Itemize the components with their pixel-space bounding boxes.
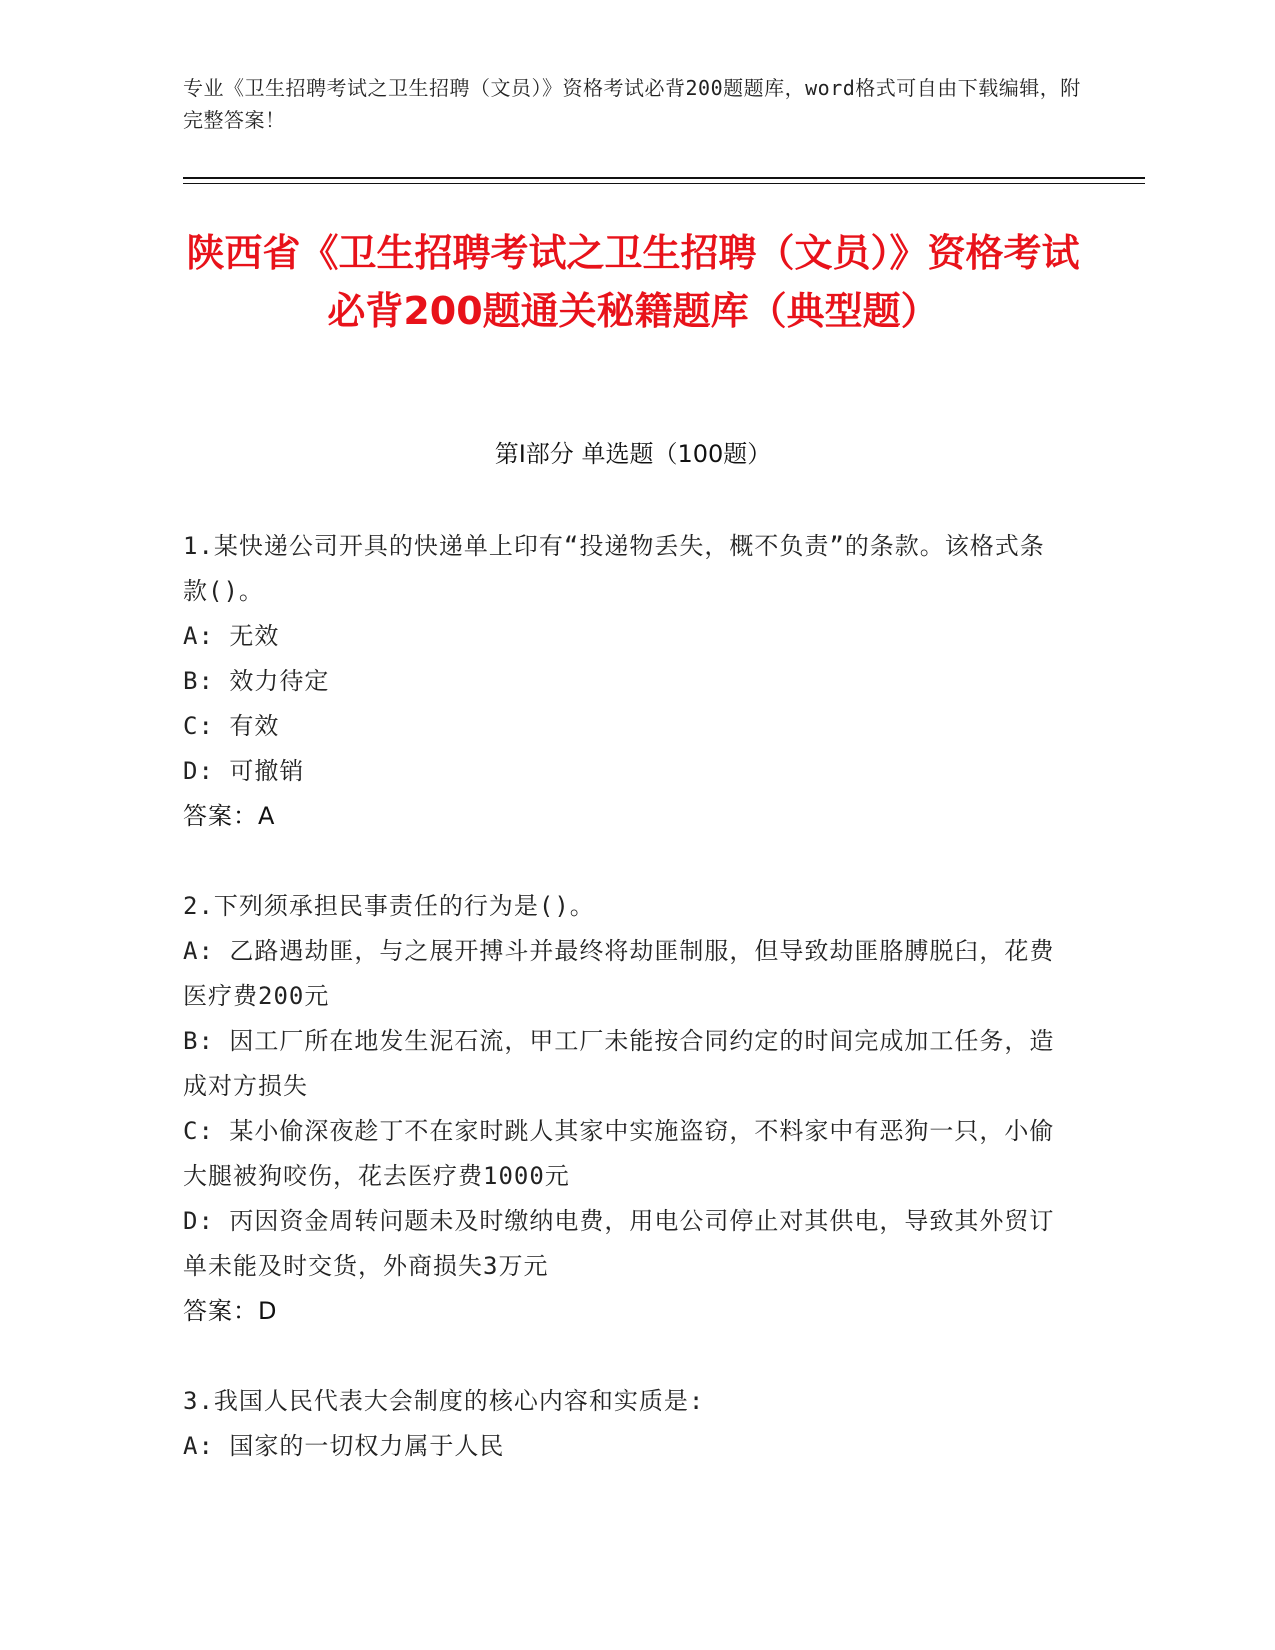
option-a: A: 无效 [183,622,280,650]
answer: 答案：D [183,1297,278,1325]
option-c: C: 某小偷深夜趁丁不在家时跳人其家中实施盗窃，不料家中有恶狗一只，小偷大腿被狗咬伤，花去医疗费1000元 [183,1117,1055,1190]
question-text: 1.某快递公司开具的快递单上印有“投递物丢失，概不负责”的条款。该格式条款()。 [183,532,1045,605]
section-heading: 第Ⅰ部分 单选题（100题） [494,440,772,468]
header-divider [183,177,1145,179]
question-text: 3.我国人民代表大会制度的核心内容和实质是: [183,1387,705,1415]
question-3 [183,1379,1063,1469]
option-d: D: 可撤销 [183,757,305,785]
document-title: 陕西省《卫生招聘考试之卫生招聘（文员）》资格考试必背200题通关秘籍题库（典型题） [186,231,1080,333]
answer: 答案：A [183,802,276,830]
option-c: C: 有效 [183,712,280,740]
question-1 [183,524,1063,839]
question-2 [183,884,1063,1334]
option-d: D: 丙因资金周转问题未及时缴纳电费，用电公司停止对其供电，导致其外贸订单未能及时交货，外商损失3万元 [183,1207,1055,1280]
question-text: 2.下列须承担民事责任的行为是()。 [183,892,595,920]
option-a: A: 国家的一切权力属于人民 [183,1432,505,1460]
question-list [183,524,1063,1514]
option-a: A: 乙路遇劫匪，与之展开搏斗并最终将劫匪制服，但导致劫匪胳膊脱臼，花费医疗费200元 [183,937,1055,1010]
header-divider-thin [183,183,1145,184]
option-b: B: 效力待定 [183,667,330,695]
header-note: 专业《卫生招聘考试之卫生招聘（文员）》资格考试必背200题题库，word格式可自由下载编辑，附完整答案！ [183,76,1081,132]
option-b: B: 因工厂所在地发生泥石流，甲工厂未能按合同约定的时间完成加工任务，造成对方损失 [183,1027,1055,1100]
